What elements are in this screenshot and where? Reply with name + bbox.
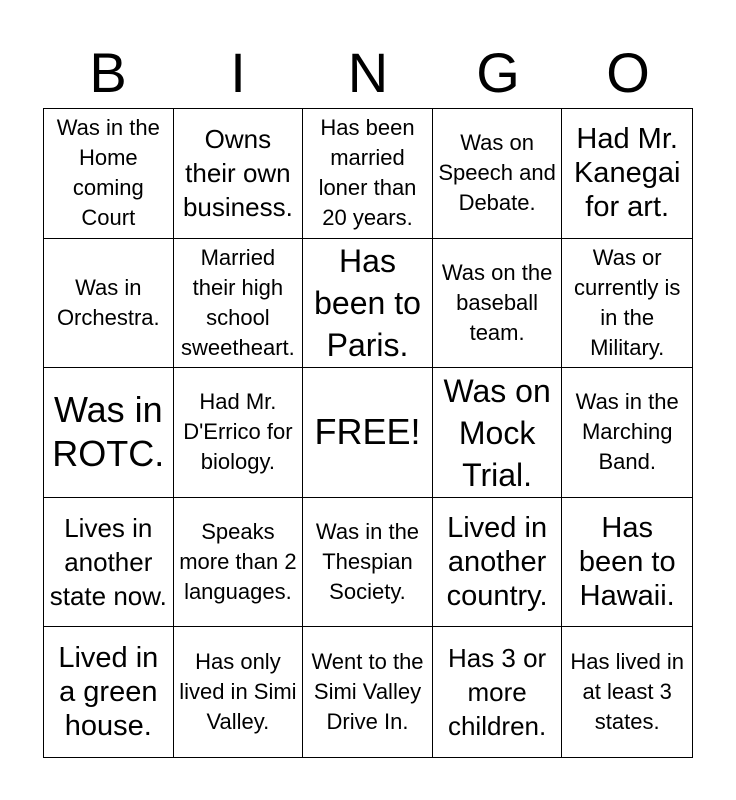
cell-text: Has been married loner than 20 years. <box>318 115 417 231</box>
cell-text: Was on the baseball team. <box>441 259 553 345</box>
cell-text: Was in Orchestra. <box>56 274 160 330</box>
bingo-cell[interactable] <box>44 239 174 369</box>
cell-text: Married their high school sweetheart. <box>181 244 295 360</box>
bingo-cell[interactable] <box>174 109 304 239</box>
cell-text: Had Mr. D'Errico for biology. <box>183 389 293 475</box>
bingo-cell[interactable] <box>433 498 563 628</box>
cell-text: Has only lived in Simi Valley. <box>179 649 297 735</box>
bingo-cell[interactable] <box>303 109 433 239</box>
cell-text: Lives in another state now. <box>49 513 167 612</box>
header-letter-g: G <box>476 41 520 104</box>
bingo-cell[interactable] <box>44 368 174 498</box>
bingo-cell[interactable] <box>562 627 692 757</box>
cell-text: Went to the Simi Valley Drive In. <box>311 649 424 735</box>
bingo-header <box>43 38 693 108</box>
bingo-cell[interactable] <box>303 239 433 369</box>
cell-text: Was or currently is in the Military. <box>574 244 681 360</box>
cell-text: Speaks more than 2 languages. <box>179 519 297 605</box>
free-space-cell[interactable] <box>303 368 433 498</box>
header-letter-b: B <box>89 41 127 104</box>
cell-text: Was in the Marching Band. <box>575 389 679 475</box>
cell-text: Was on Speech and Debate. <box>438 130 556 216</box>
cell-text: Was on Mock Trial. <box>443 372 551 493</box>
bingo-cell[interactable] <box>174 627 304 757</box>
cell-text: Has lived in at least 3 states. <box>570 649 685 735</box>
cell-text: Has 3 or more children. <box>447 643 547 742</box>
bingo-cell[interactable] <box>174 498 304 628</box>
bingo-cell[interactable] <box>44 109 174 239</box>
bingo-cell[interactable] <box>433 239 563 369</box>
bingo-cell[interactable] <box>562 109 692 239</box>
cell-text: Had Mr. Kanegai for art. <box>573 123 681 224</box>
cell-text: Has been to Paris. <box>314 242 421 363</box>
cell-text: Was in the Home coming Court <box>56 115 160 231</box>
bingo-cell[interactable] <box>174 368 304 498</box>
bingo-cell[interactable] <box>562 368 692 498</box>
bingo-cell[interactable] <box>44 498 174 628</box>
free-space-text: FREE! <box>314 411 421 453</box>
bingo-cell[interactable] <box>44 627 174 757</box>
bingo-cell[interactable] <box>562 239 692 369</box>
header-letter-n: N <box>347 41 389 104</box>
cell-text: Was in the Thespian Society. <box>315 519 420 605</box>
bingo-cell[interactable] <box>433 368 563 498</box>
cell-text: Lived in another country. <box>446 512 548 613</box>
bingo-cell[interactable] <box>174 239 304 369</box>
bingo-cell[interactable] <box>303 498 433 628</box>
cell-text: Has been to Hawaii. <box>578 512 676 613</box>
bingo-board <box>43 108 693 758</box>
bingo-cell[interactable] <box>562 498 692 628</box>
cell-text: Lived in a green house. <box>58 642 159 743</box>
cell-text: Owns their own business. <box>182 124 293 223</box>
bingo-cell[interactable] <box>433 627 563 757</box>
bingo-cell[interactable] <box>303 627 433 757</box>
cell-text: Was in ROTC. <box>52 389 165 475</box>
bingo-cell[interactable] <box>433 109 563 239</box>
header-letter-o: O <box>606 41 650 104</box>
header-letter-i: I <box>230 41 246 104</box>
